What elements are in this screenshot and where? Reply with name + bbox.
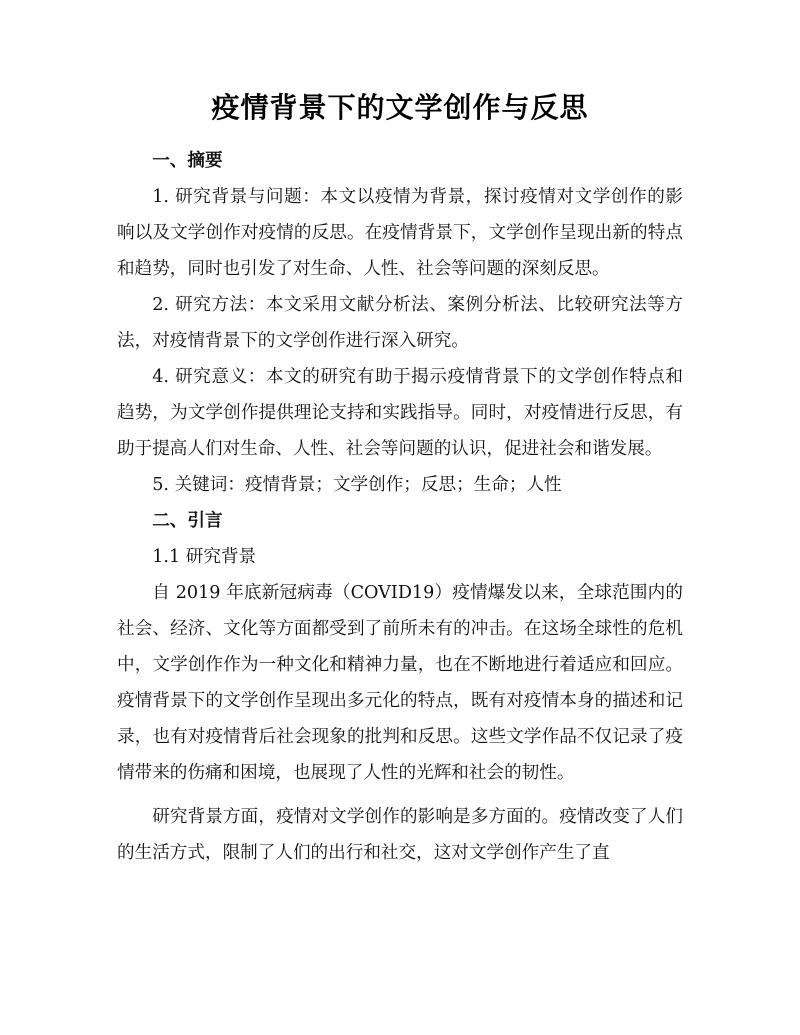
abstract-keywords: 5. 关键词：疫情背景；文学创作；反思；生命；人性 [152,475,562,495]
intro-paragraph-1: 自 2019 年底新冠病毒（COVID19）疫情爆发以来，全球范围内的社会、经济、文化等方面都受到了前所未有的冲击。在这场全球性的危机中，文学创作作为一种文化和精神力量，也在不断地进行着适应和回应。疫情背景下的文学创作呈现出多元化的特点，既有对疫情本身的描述和记录，也有对疫情背后社会现象的批判和反思。这些文学作品不仅记录了疫情带来的伤痛和困境，也展现了人性的光辉和社会的韧性。 [117,583,683,783]
abstract-paragraph-significance: 4. 研究意义：本文的研究有助于揭示疫情背景下的文学创作特点和趋势，为文学创作提供理论支持和实践指导。同时，对疫情进行反思，有助于提高人们对生命、人性、社会等问题的认识，促进社会和谐发展。 [117,367,683,459]
intro-subheading: 1.1 研究背景 [152,547,257,567]
intro-heading: 二、引言 [152,511,223,531]
abstract-paragraph-background: 1. 研究背景与问题：本文以疫情为背景，探讨疫情对文学创作的影响以及文学创作对疫情的反思。在疫情背景下，文学创作呈现出新的特点和趋势，同时也引发了对生命、人性、社会等问题的深刻反思。 [117,187,683,279]
abstract-heading: 一、摘要 [152,151,223,171]
document-title: 疫情背景下的文学创作与反思 [211,91,589,124]
intro-paragraph-2: 研究背景方面，疫情对文学创作的影响是多方面的。疫情改变了人们的生活方式，限制了人们的出行和社交，这对文学创作产生了直 [117,807,683,863]
document-body [117,143,683,871]
abstract-paragraph-method: 2. 研究方法：本文采用文献分析法、案例分析法、比较研究法等方法，对疫情背景下的文学创作进行深入研究。 [117,295,683,351]
